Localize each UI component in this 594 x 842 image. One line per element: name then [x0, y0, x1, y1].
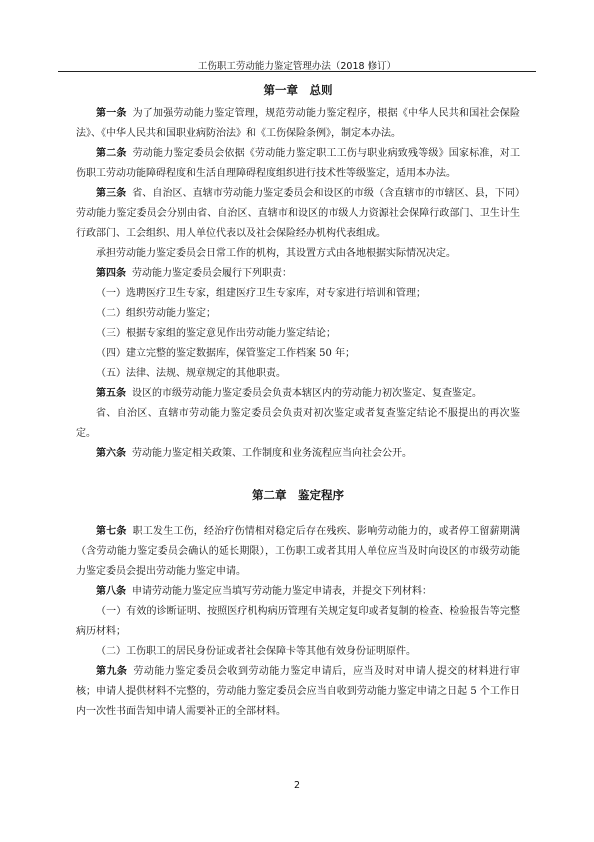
- article-label: 第三条: [96, 188, 127, 199]
- article-8-item-1: （一）有效的诊断证明、按照医疗机构病历管理有关规定复印或者复制的检查、检验报告等完整病历材料；: [76, 606, 520, 637]
- article-3-paragraph-2: 承担劳动能力鉴定委员会日常工作的机构，其设置方式由各地根据实际情况决定。: [96, 248, 456, 259]
- article-1: [76, 104, 520, 144]
- article-4-item-4: （四）建立完整的鉴定数据库，保管鉴定工作档案 50 年；: [96, 348, 356, 359]
- article-4-item-2: （二）组织劳动能力鉴定；: [96, 308, 216, 319]
- article-9: [76, 662, 520, 722]
- article-7: [76, 522, 520, 582]
- running-header: 工伤职工劳动能力鉴定管理办法（2018 修订）: [197, 61, 397, 72]
- article-label: 第一条: [96, 108, 127, 119]
- article-3: [76, 184, 520, 244]
- article-text: 劳动能力鉴定相关政策、工作制度和业务流程应当向社会公开。: [132, 448, 412, 459]
- article-label: 第二条: [96, 148, 127, 159]
- chapter-1-title: 第一章 总则: [263, 83, 333, 97]
- article-4: [76, 264, 520, 284]
- header-rule: [58, 71, 536, 72]
- article-5: [76, 384, 520, 404]
- article-text: 申请劳动能力鉴定应当填写劳动能力鉴定申请表，并提交下列材料：: [132, 586, 432, 597]
- page-number: 2: [293, 780, 301, 791]
- article-label: 第四条: [96, 268, 126, 279]
- article-text: 劳动能力鉴定委员会收到劳动能力鉴定申请后，应当及时对申请人提交的材料进行审核；申请人提供材料不完整的，劳动能力鉴定委员会应当自收到劳动能力鉴定申请之日起 5 个工作日内一次性书面告知申请人需要补正的全部材料。: [76, 666, 521, 717]
- article-2: [76, 144, 520, 184]
- article-8-item-2: （二）工伤职工的居民身份证或者社会保障卡等其他有效身份证明原件。: [96, 646, 416, 657]
- article-5-paragraph-2: 省、自治区、直辖市劳动能力鉴定委员会负责对初次鉴定或者复查鉴定结论不服提出的再次鉴定。: [76, 408, 520, 439]
- article-label: 第八条: [96, 586, 126, 597]
- document-body: [76, 80, 520, 722]
- article-text: 职工发生工伤，经治疗伤情相对稳定后存在残疾、影响劳动能力的，或者停工留薪期满（含劳动能力鉴定委员会确认的延长期限），工伤职工或者其用人单位应当及时向设区的市级劳动能力鉴定委员会提出劳动能力鉴定申请。: [76, 526, 521, 577]
- article-4-item-5: （五）法律、法规、规章规定的其他职责。: [96, 368, 286, 379]
- chapter-2-title: 第二章 鉴定程序: [252, 488, 344, 502]
- article-text: 劳动能力鉴定委员会依据《劳动能力鉴定职工工伤与职业病致残等级》国家标准，对工伤职工劳动功能障碍程度和生活自理障碍程度组织进行技术性等级鉴定，适用本办法。: [76, 148, 521, 179]
- article-6: [76, 444, 520, 464]
- article-text: 为了加强劳动能力鉴定管理，规范劳动能力鉴定程序，根据《中华人民共和国社会保险法》、《中华人民共和国职业病防治法》和《工伤保险条例》，制定本办法。: [76, 108, 521, 139]
- article-text: 劳动能力鉴定委员会履行下列职责：: [132, 268, 292, 279]
- article-4-item-1: （一）选聘医疗卫生专家，组建医疗卫生专家库，对专家进行培训和管理；: [96, 288, 426, 299]
- article-label: 第六条: [96, 448, 126, 459]
- article-text: 设区的市级劳动能力鉴定委员会负责本辖区内的劳动能力初次鉴定、复查鉴定。: [132, 388, 482, 399]
- article-label: 第五条: [96, 388, 126, 399]
- article-8: [76, 582, 520, 602]
- article-text: 省、自治区、直辖市劳动能力鉴定委员会和设区的市级（含直辖市的市辖区、县，下同）劳动能力鉴定委员会分别由省、自治区、直辖市和设区的市级人力资源社会保障行政部门、卫生计生行政部门、工会组织、用人单位代表以及社会保险经办机构代表组成。: [76, 188, 521, 239]
- article-label: 第九条: [96, 666, 128, 677]
- article-label: 第七条: [96, 526, 127, 537]
- article-4-item-3: （三）根据专家组的鉴定意见作出劳动能力鉴定结论；: [96, 328, 336, 339]
